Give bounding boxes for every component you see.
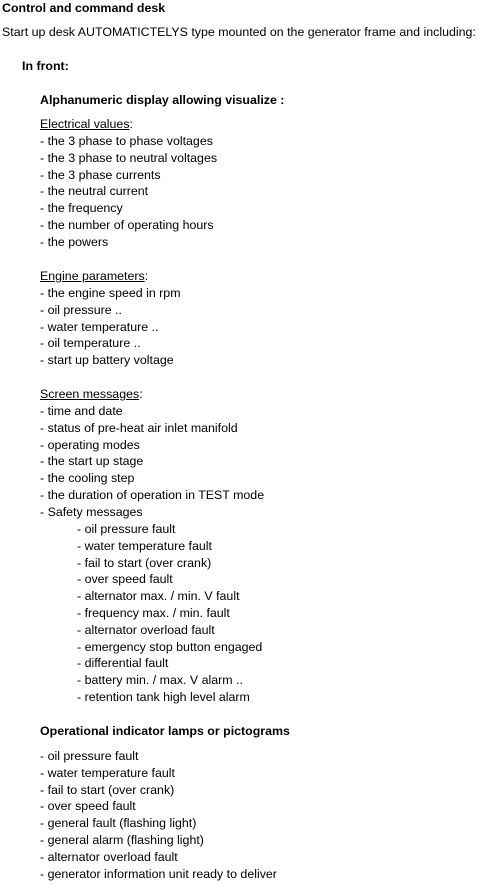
in-front-heading: In front: <box>22 59 69 73</box>
list-item: - alternator overload fault <box>40 849 178 864</box>
list-item: - the frequency <box>40 201 123 216</box>
engine-list <box>40 285 181 369</box>
screen-list <box>40 403 264 521</box>
list-item: - battery min. / max. V alarm .. <box>77 673 243 688</box>
list-item: - fail to start (over crank) <box>77 555 212 570</box>
intro-text: Start up desk AUTOMATICTELYS type mounted on the generator frame and including: <box>2 25 476 39</box>
list-item: - the engine speed in rpm <box>40 286 181 300</box>
lamps-heading: Operational indicator lamps or pictograms <box>40 724 290 738</box>
list-item: - differential fault <box>77 656 169 671</box>
electrical-list <box>40 133 217 251</box>
electrical-heading: Electrical values: <box>40 117 133 131</box>
list-item: - the neutral current <box>40 184 149 199</box>
list-item: - the powers <box>40 234 109 249</box>
list-item: - start up battery voltage <box>40 353 174 368</box>
list-item: - water temperature fault <box>77 538 212 553</box>
screen-heading: Screen messages: <box>40 387 143 401</box>
list-item: - the number of operating hours <box>40 217 214 232</box>
list-item: - alternator overload fault <box>77 622 215 637</box>
list-item: - over speed fault <box>40 799 136 814</box>
list-item: - frequency max. / min. fault <box>77 605 230 620</box>
list-item: - general fault (flashing light) <box>40 816 197 831</box>
lamps-list <box>40 748 277 882</box>
list-item: - the duration of operation in TEST mode <box>40 487 265 502</box>
list-item: - water temperature .. <box>40 319 159 334</box>
list-item: - status of pre-heat air inlet manifold <box>40 420 238 435</box>
list-item: - operating modes <box>40 437 140 452</box>
document-title: Control and command desk <box>2 1 166 15</box>
list-item: - the start up stage <box>40 454 144 469</box>
list-item: - the 3 phase currents <box>40 167 161 182</box>
list-item: - generator information unit ready to deliver <box>40 866 277 881</box>
list-item: - oil pressure fault <box>40 749 139 763</box>
list-item: - over speed fault <box>77 572 173 587</box>
list-item: - the cooling step <box>40 471 135 486</box>
list-item: - water temperature fault <box>40 765 175 780</box>
list-item: - Safety messages <box>40 504 143 519</box>
display-heading: Alphanumeric display allowing visualize : <box>40 93 285 107</box>
list-item: - emergency stop button engaged <box>77 639 263 654</box>
engine-heading: Engine parameters: <box>40 269 149 283</box>
list-item: - time and date <box>40 404 123 418</box>
safety-messages-list <box>77 521 262 706</box>
list-item: - the 3 phase to neutral voltages <box>40 150 218 165</box>
list-item: - oil pressure .. <box>40 302 122 317</box>
list-item: - general alarm (flashing light) <box>40 832 204 847</box>
list-item: - fail to start (over crank) <box>40 782 175 797</box>
list-item: - retention tank high level alarm <box>77 689 250 704</box>
list-item: - the 3 phase to phase voltages <box>40 134 213 148</box>
list-item: - alternator max. / min. V fault <box>77 589 240 604</box>
list-item: - oil temperature .. <box>40 336 141 351</box>
list-item: - oil pressure fault <box>77 522 176 536</box>
